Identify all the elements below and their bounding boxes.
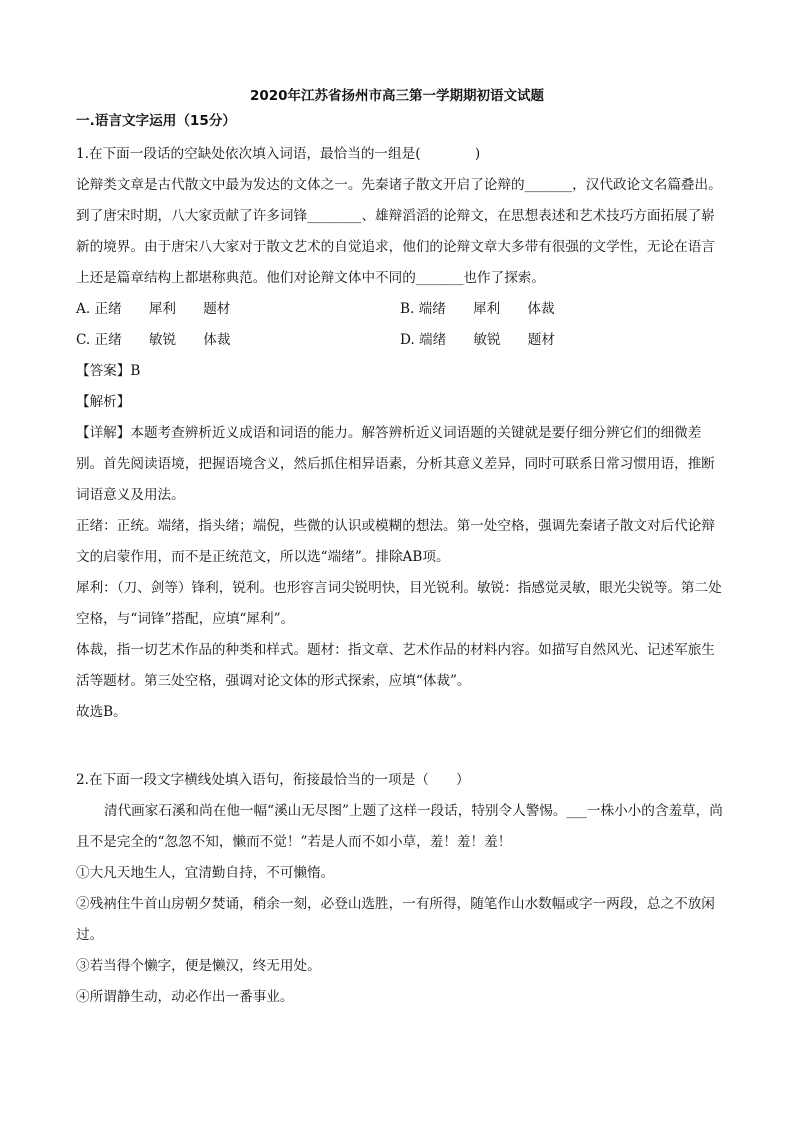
analysis-xili: 犀利：（刀、剑等）锋利，锐利。也形容言词尖锐明快，目光锐利。敏锐：指感觉灵敏，眼光尖锐等。第二处空格，与“词锋”搭配，应填“犀利”。 [76,580,722,627]
analysis-ticai: 体裁，指一切艺术作品的种类和样式。题材：指文章、艺术作品的材料内容。如描写自然风光、记述军旅生活等题材。第三处空格，强调对论文体的形式探索，应填“体裁”。 [76,642,715,689]
question-1-options [76,294,726,356]
option-c: C. 正绪 敏锐 体裁 [76,332,231,348]
page-title: 2020年江苏省扬州市高三第一学期期初语文试题 [249,88,545,104]
section-heading: 一.语言文字运用（15分） [76,113,237,129]
question-2-item-1: ①大凡天地生人，宜清勤自持，不可懒惰。 [76,865,335,881]
question-2-item-3: ③若当得个懒字，便是懒汉，终无用处。 [76,958,321,974]
answer-line: 【答案】B [76,363,141,379]
analysis-detail: 【详解】本题考查辨析近义成语和词语的能力。解答辨析近义词语题的关键就是要仔细分辨它们的细微差别。首先阅读语境，把握语境含义，然后抓住相异语素，分析其意义差异，同时可联系日常习惯用语，推断词语意义及用法。 [76,425,715,503]
analysis-label: 【解析】 [76,394,131,410]
analysis-conclusion: 故选B。 [76,704,127,720]
option-b: B. 端绪 犀利 体裁 [400,301,555,317]
question-2-item-4: ④所谓静生动，动必作出一番事业。 [76,989,294,1005]
document-body [76,110,726,1013]
question-2-stem: 2.在下面一段文字横线处填入语句，衔接最恰当的一项是（ ） [76,772,470,788]
question-spacer [76,728,726,765]
option-a: A. 正绪 犀利 题材 [76,301,231,317]
question-2-passage: 清代画家石溪和尚在他一幅“溪山无尽图”上题了这样一段话，特别令人警惕。___一株小小的含羞草，尚且不是完全的“忽忽不知，懒而不觉！”若是人而不如小草，羞！羞！羞！ [76,803,723,850]
question-1-passage: 论辩类文章是古代散文中最为发达的文体之一。先秦诸子散文开启了论辩的_______，汉代政论文名篇叠出。到了唐宋时期，八大家贡献了许多词锋________、雄辩滔滔的论辩文，在思想表述和艺术技巧方面拓展了崭新的境界。由于唐宋八大家对于散文艺术的自觉追求，他们的论辩文章大多带有很强的文学性，无论在语言上还是篇章结构上都堪称典范。他们对论辩文体中不同的_______也作了探索。 [76,177,722,286]
question-1-stem: 1.在下面一段话的空缺处依次填入词语，最恰当的一组是( ) [76,146,481,162]
question-2-item-2: ②残衲住牛首山房朝夕焚诵，稍余一刻，必登山选胜，一有所得，随笔作山水数幅或字一两段，总之不放闲过。 [76,896,715,943]
option-d: D. 端绪 敏锐 题材 [400,332,555,348]
analysis-zhengxu: 正绪：正统。端绪，指头绪；端倪，些微的认识或模糊的想法。第一处空格，强调先秦诸子散文对后代论辩文的启蒙作用，而不是正统范文，所以选“端绪”。排除AB项。 [76,518,715,565]
